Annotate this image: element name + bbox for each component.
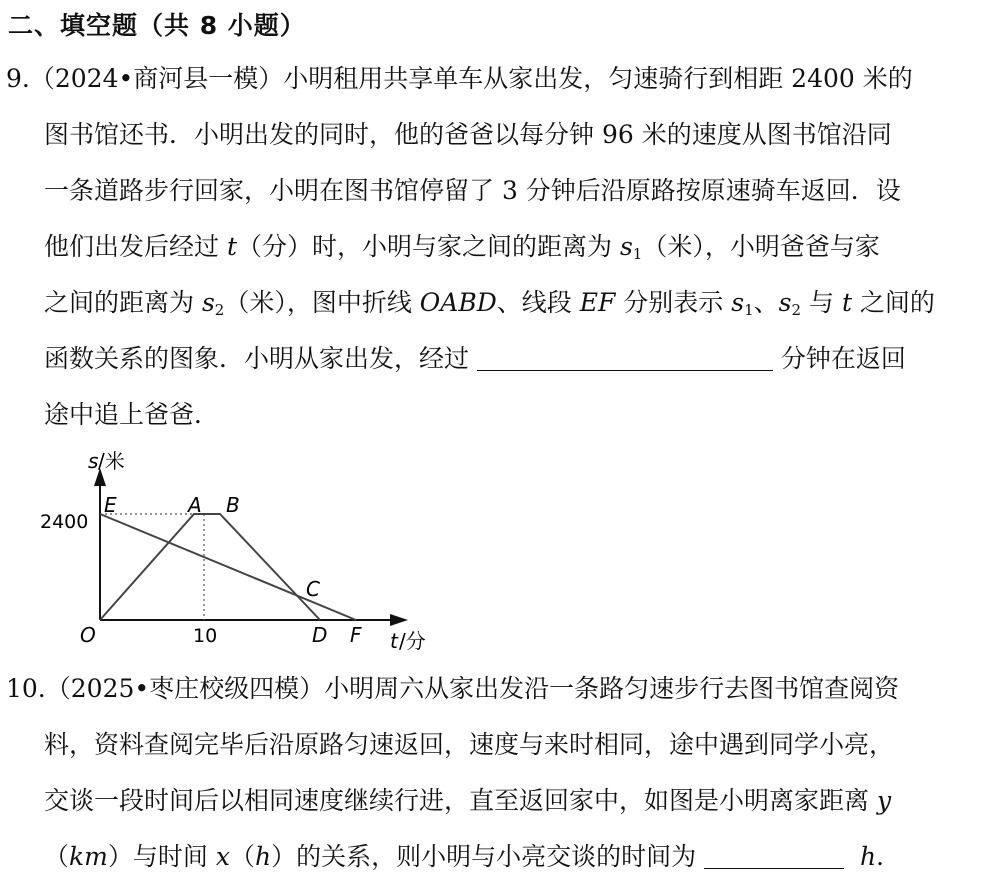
q9-l5-text-a: 之间的距离为	[44, 288, 202, 317]
q9-l5-text-g: 之间的	[851, 288, 935, 317]
q9-line-2: 图书馆还书．小明出发的同时，他的爸爸以每分钟 96 米的速度从图书馆沿同	[44, 120, 892, 149]
point-label-o: O	[80, 623, 96, 647]
q10-l4-text-b: ）与时间	[107, 842, 216, 871]
x-axis-arrow-icon	[390, 614, 408, 626]
polyline-oabd-line	[100, 514, 320, 620]
x-tick-10: 10	[193, 625, 218, 647]
q10-l4-text-a: （	[44, 842, 70, 871]
q10-l4-end: ．	[876, 842, 902, 871]
var-y: y	[876, 786, 892, 815]
answer-blank-q9[interactable]	[477, 344, 773, 371]
point-label-b: B	[226, 493, 240, 517]
section-title: 二、填空题（共 8 小题）	[8, 11, 306, 40]
q9-l4-text-c: （米），小明爸爸与家	[642, 232, 880, 261]
point-label-e: E	[104, 493, 117, 517]
q9-line-3: 一条道路步行回家，小明在图书馆停留了 3 分钟后沿原路按原速骑车返回．设	[44, 176, 901, 205]
q9-l4-text-b: （分）时，小明与家之间的距离为	[237, 232, 620, 261]
var-s: s	[778, 288, 792, 317]
var-s: s	[731, 288, 745, 317]
sub-1: 1	[744, 301, 754, 319]
x-axis-label-unit: /分	[399, 629, 426, 653]
var-t: t	[841, 288, 852, 317]
q10-l4-text-c: （	[229, 842, 255, 871]
point-label-c: C	[306, 577, 320, 601]
var-t: t	[226, 232, 237, 261]
polyline-oabd: OABD	[419, 288, 497, 317]
segment-ef: EF	[579, 288, 616, 317]
q9-l6-text-b: 分钟在返回	[772, 344, 906, 373]
segment-ef-line	[100, 514, 356, 620]
q9-line-5	[44, 286, 935, 327]
q9-l5-text-d: 分别表示	[615, 288, 732, 317]
q9-l5-text-b: （米），图中折线	[224, 288, 420, 317]
q10-l4-text-d: ）的关系，则小明与小亮交谈的时间为	[271, 842, 705, 871]
q10-line-2: 料，资料查阅完毕后沿原路匀速返回，速度与来时相同，途中遇到同学小亮，	[44, 730, 895, 759]
sub-1: 1	[632, 245, 643, 263]
q10-line-4	[44, 840, 901, 874]
q9-line-4	[44, 230, 880, 271]
var-s: s	[201, 288, 215, 317]
x-axis-label-t: t	[390, 629, 398, 653]
var-x: x	[215, 842, 230, 871]
y-tick-2400: 2400	[40, 511, 89, 533]
q9-l5-text-e: 、	[753, 288, 779, 317]
q9-graph	[36, 444, 436, 654]
q9-line-6	[44, 342, 906, 376]
q10-line-1: 10.（2025•枣庄校级四模）小明周六从家出发沿一条路匀速步行去图书馆查阅资	[6, 674, 900, 703]
q9-l4-text-a: 他们出发后经过	[44, 232, 227, 261]
var-s: s	[619, 232, 633, 261]
point-label-d: D	[312, 623, 328, 647]
q10-line-3	[44, 784, 891, 818]
point-label-f: F	[350, 623, 362, 647]
q9-line-1: 9.（2024•商河县一模）小明租用共享单车从家出发，匀速骑行到相距 2400 米的	[6, 64, 913, 93]
y-axis-label-s: s	[88, 449, 99, 473]
sub-2: 2	[214, 301, 225, 319]
unit-km: km	[69, 842, 108, 871]
q9-l5-text-f: 与	[801, 288, 842, 317]
q9-l5-text-c: 、线段	[496, 288, 580, 317]
answer-blank-q10[interactable]	[704, 842, 844, 869]
y-axis-label-unit: /米	[98, 449, 125, 473]
point-label-a: A	[188, 493, 202, 517]
q10-l3-text: 交谈一段时间后以相同速度继续行进，直至返回家中，如图是小明离家距离	[44, 786, 877, 815]
q9-line-7: 途中追上爸爸．	[44, 400, 220, 429]
unit-h: h	[254, 842, 272, 871]
unit-h-answer: h	[860, 842, 877, 871]
sub-2: 2	[791, 301, 802, 319]
q9-l6-text-a: 函数关系的图象．小明从家出发，经过	[44, 344, 477, 373]
